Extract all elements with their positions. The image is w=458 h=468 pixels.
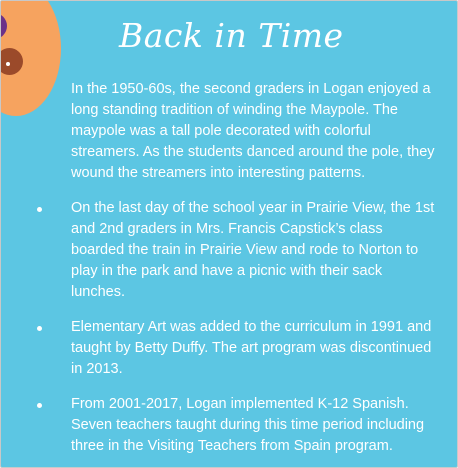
list-item-text: On the last day of the school year in Prairie View, the 1st and 2nd graders in Mrs. Francis Capstick’s class boarded the train in Prairie View and rode to Norton to play in the park and have a picnic with their sack lunches. <box>71 200 435 300</box>
list-item <box>1 79 457 184</box>
list-item <box>1 317 457 380</box>
list-item-text: In the 1950-60s, the second graders in Logan enjoyed a long standing tradition of winding the Maypole. The maypole was a tall pole decorated with colorful streamers. As the students danced around the pole, they wound the streamers into interesting patterns. <box>71 81 435 181</box>
bullet-icon <box>37 207 42 212</box>
list-item <box>1 198 457 303</box>
list-item-text: From 2001-2017, Logan implemented K-12 Spanish. Seven teachers taught during this time period including three in the Visiting Teachers from Spain program. <box>71 396 425 454</box>
section-title: Back in Time <box>119 16 344 55</box>
bullet-icon <box>37 326 42 331</box>
list-item-text: Elementary Art was added to the curriculum in 1991 and taught by Betty Duffy. The art program was discontinued in 2013. <box>71 319 432 377</box>
brown-paint-dot <box>0 48 23 75</box>
list-item <box>1 394 457 457</box>
history-list <box>1 79 457 468</box>
purple-paint-dot <box>0 13 7 39</box>
bullet-icon <box>37 403 42 408</box>
